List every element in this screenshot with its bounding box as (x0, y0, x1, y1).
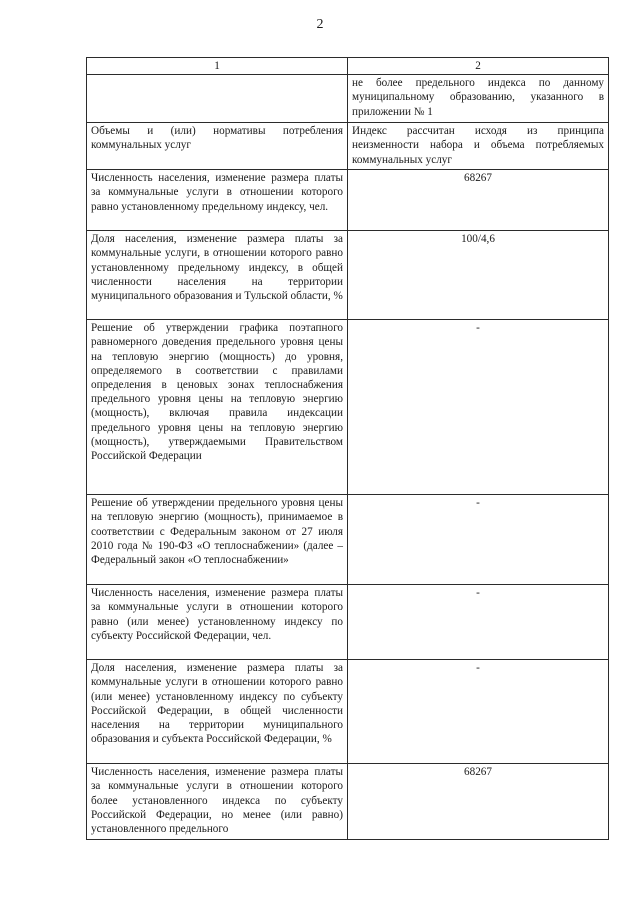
row-label: Численность населения, изменение размера платы за коммунальные услуги в отношении которого более установленного индекса по субъекту Российской Федерации, но менее (или равно) установленного предельного (87, 764, 348, 840)
table-row (87, 123, 609, 170)
row-value: 100/4,6 (348, 231, 609, 320)
row-value: не более предельного индекса по данному муниципальному образованию, указанного в приложении № 1 (348, 75, 609, 123)
row-value: - (348, 495, 609, 585)
page-number: 2 (316, 17, 324, 32)
row-value: 68267 (348, 170, 609, 231)
row-value: 68267 (348, 764, 609, 840)
row-label: Численность населения, изменение размера платы за коммунальные услуги в отношении которого равно установленному предельному индексу, чел. (87, 170, 348, 231)
row-value: Индекс рассчитан исходя из принципа неизменности набора и объема потребляемых коммунальных услуг (348, 123, 609, 170)
row-value: - (348, 660, 609, 764)
row-label (87, 75, 348, 123)
table-row (87, 495, 609, 585)
row-label: Объемы и (или) нормативы потребления коммунальных услуг (87, 123, 348, 170)
row-value: - (348, 585, 609, 660)
table-row (87, 585, 609, 660)
data-table (86, 57, 609, 840)
table-row (87, 764, 609, 840)
row-label: Доля населения, изменение размера платы за коммунальные услуги в отношении которого равно (или менее) установленному индексу по субъекту Российской Федерации, в общей численности населения на территории муниципального образования и субъекта Российской Федерации, % (87, 660, 348, 764)
table-row (87, 75, 609, 123)
table-row (87, 320, 609, 495)
table-row (87, 660, 609, 764)
row-value: - (348, 320, 609, 495)
row-label: Доля населения, изменение размера платы за коммунальные услуги, в отношении которого равно установленному предельному индексу, в общей численности населения на территории муниципального образования и Тульской области, % (87, 231, 348, 320)
row-label: Решение об утверждении графика поэтапного равномерного доведения предельного уровня цены на тепловую энергию (мощность) до уровня, определяемого в соответствии с правилами определения в ценовых зонах теплоснабжения предельного уровня цены на тепловую энергию (мощность), включая правила индексации предельного уровня цены на тепловую энергию (мощность), утверждаемыми Правительством Российской Федерации (87, 320, 348, 495)
table-row (87, 231, 609, 320)
column-header-2: 2 (348, 58, 609, 75)
column-header-1: 1 (87, 58, 348, 75)
table-row (87, 170, 609, 231)
row-label: Решение об утверждении предельного уровня цены на тепловую энергию (мощность), принимаемое в соответствии с Федеральным законом от 27 июля 2010 года № 190-ФЗ «О теплоснабжении» (далее – Федеральный закон «О теплоснабжении» (87, 495, 348, 585)
row-label: Численность населения, изменение размера платы за коммунальные услуги в отношении которого равно (или менее) установленному индексу по субъекту Российской Федерации, чел. (87, 585, 348, 660)
table-header-row (87, 58, 609, 75)
